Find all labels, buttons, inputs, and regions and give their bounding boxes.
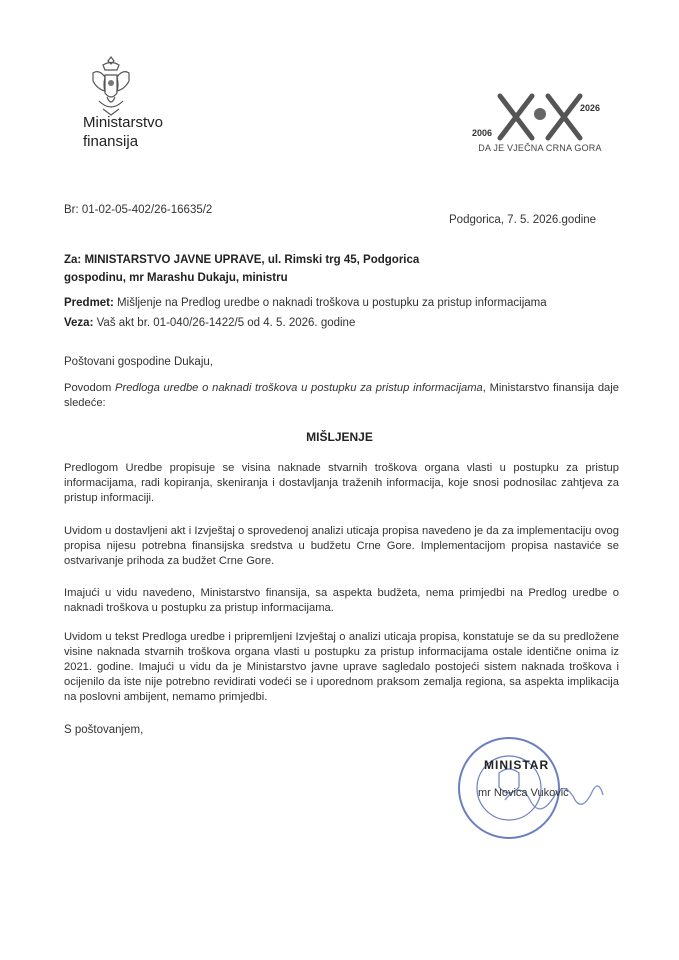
subject-line bbox=[64, 297, 547, 309]
opinion-heading: MIŠLJENJE bbox=[306, 430, 373, 444]
intro-text-b: , Ministarstvo finansija daje sledeće: bbox=[64, 382, 619, 409]
intro-text-a: Povodom bbox=[64, 382, 116, 394]
intro-italic: Predloga uredbe o naknadi troškova u postupku za pristup informacijama bbox=[115, 382, 483, 394]
subject-label: Predmet: bbox=[64, 297, 114, 309]
link-line bbox=[64, 317, 355, 329]
paragraph-1: Predlogom Uredbe propisuje se visina naknade stvarnih troškova organa vlasti u postupku za pristup informacijama, radi kopiranja, skeniranja i dostavljanja traženih informacija, koje snosi podnosilac zahtjeva za pristup informaciji. bbox=[64, 462, 619, 504]
paragraph-4: Uvidom u tekst Predloga uredbe i pripremljeni Izvještaj o analizi uticaja propisa, konstatuje se da su predložene visine naknada stvarnih troškova organa vlasti u postupku za pristup informacijama ostale identične onima iz 2021. godine. Imajući u vidu da je Ministarstvo javne uprave sagledalo postojeći sistem naknada troškova i ocijenilo da iste nije potrebno revidirati vodeći se i uporednom praksom zemalja regiona, sa aspekta implikacija na poslovni ambijent, nemamo primjedbi. bbox=[64, 631, 619, 703]
subject-text: Mišljenje na Predlog uredbe o naknadi troškova u postupku za pristup informacijama bbox=[113, 297, 547, 309]
place-date: Podgorica, 7. 5. 2026.godine bbox=[449, 214, 597, 226]
link-label: Veza: bbox=[64, 317, 94, 329]
intro-paragraph bbox=[64, 381, 619, 411]
recipient-block bbox=[64, 251, 419, 287]
anniversary-year-start: 2006 bbox=[472, 128, 493, 138]
anniversary-year-end: 2026 bbox=[580, 103, 601, 113]
recipient-line2: gospodinu, mr Marashu Dukaju, ministru bbox=[64, 272, 288, 284]
closing: S poštovanjem, bbox=[64, 724, 144, 736]
signature-name: mr Novica Vuković bbox=[478, 787, 569, 799]
ministry-name-line1: Ministarstvo bbox=[83, 114, 164, 131]
signature-title: MINISTAR bbox=[484, 758, 550, 772]
ministry-name-line2: finansija bbox=[83, 133, 139, 150]
salutation: Poštovani gospodine Dukaju, bbox=[64, 356, 213, 368]
anniversary-logo bbox=[470, 88, 610, 158]
paragraph-2: Uvidom u dostavljeni akt i Izvještaj o sprovedenoj analizi uticaja propisa navedeno je da za implementaciju ovog propisa nijesu potrebna finansijska sredstva u budžetu Crne Gore. Implementacijom propisa nastaviće se ostvarivanje prihoda za budžet Crne Gore. bbox=[64, 525, 619, 567]
coat-of-arms-icon bbox=[85, 55, 137, 117]
anniversary-tagline: DA JE VJEČNA CRNA GORA bbox=[478, 143, 602, 153]
reference-number: Br: 01-02-05-402/26-16635/2 bbox=[64, 204, 213, 216]
recipient-line1: Za: MINISTARSTVO JAVNE UPRAVE, ul. Rimski trg 45, Podgorica bbox=[64, 254, 420, 266]
paragraph-3: Imajući u vidu navedeno, Ministarstvo finansija, sa aspekta budžeta, nema primjedbi na Predlog uredbe o naknadi troškova u postupku za pristup informacijama. bbox=[64, 587, 619, 614]
ministry-name bbox=[83, 113, 163, 151]
link-text: Vaš akt br. 01-040/26-1422/5 od 4. 5. 2026. godine bbox=[93, 317, 356, 329]
